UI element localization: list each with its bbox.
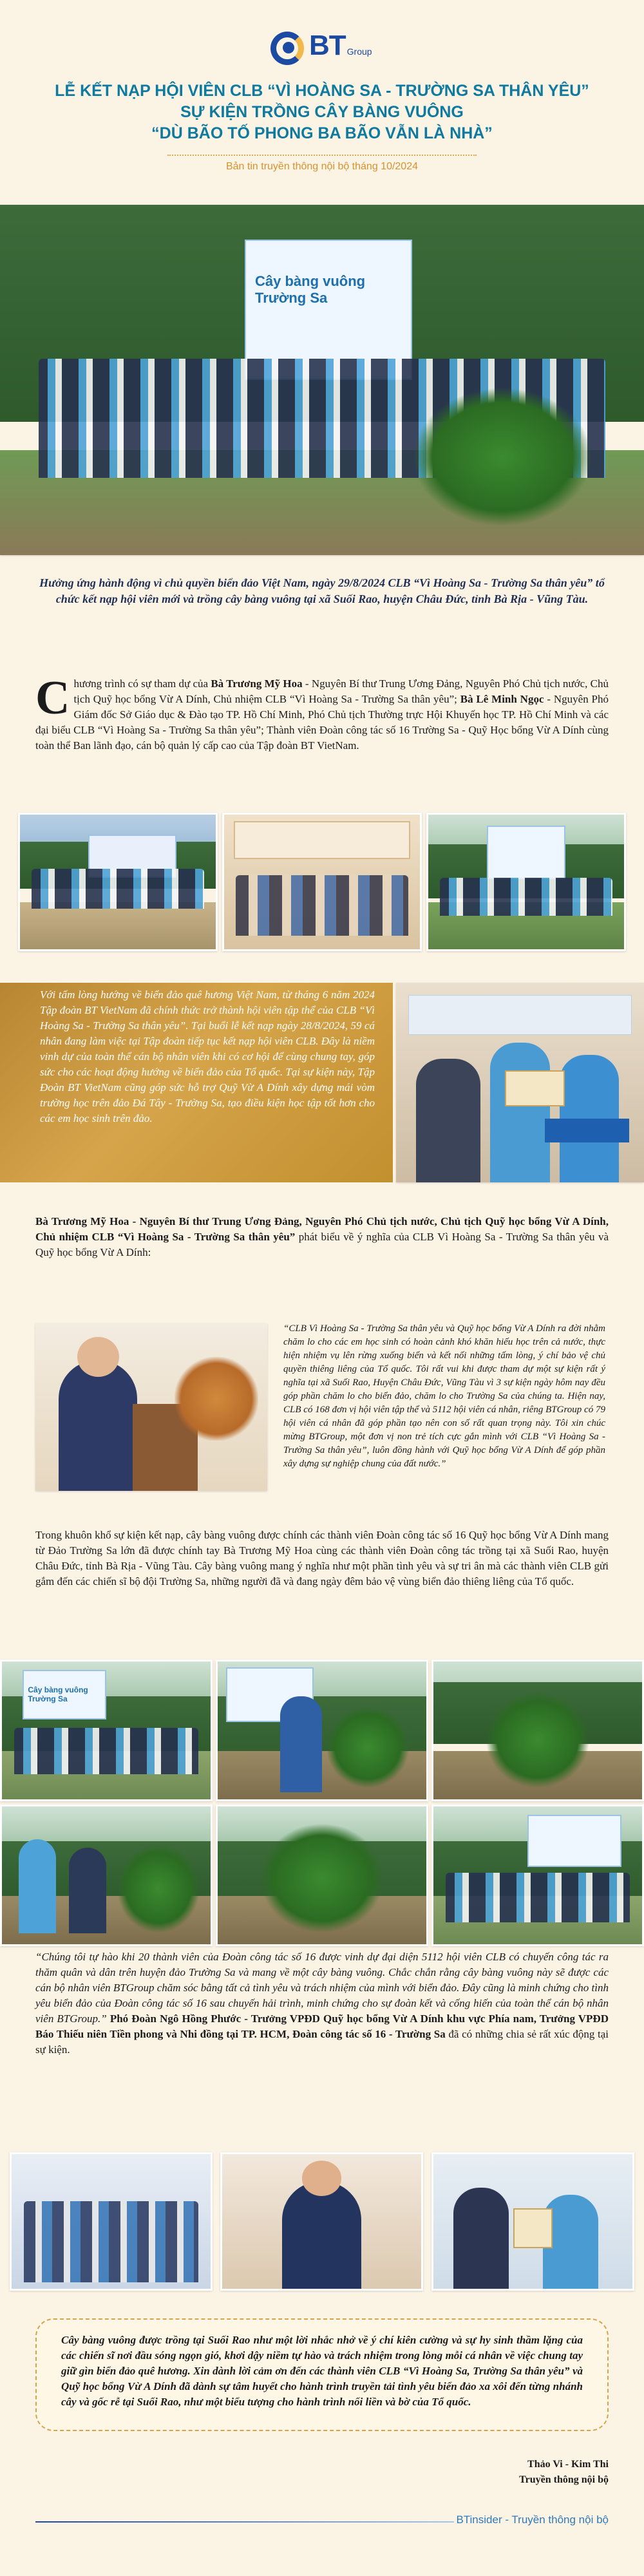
footer-divider bbox=[35, 2521, 454, 2523]
photo-row1-right bbox=[426, 813, 626, 951]
title-divider bbox=[167, 155, 477, 156]
photo-row3-left bbox=[10, 2152, 213, 2291]
page-title bbox=[39, 80, 605, 144]
photo-grid-3 bbox=[431, 1660, 644, 1801]
guest-name-2: Bà Lê Minh Ngọc bbox=[460, 693, 544, 705]
brand-logo bbox=[270, 26, 374, 71]
photo-row1-left bbox=[18, 813, 218, 951]
photo-speaker bbox=[35, 1323, 267, 1491]
signature-team: Truyền thông nội bộ bbox=[519, 2474, 609, 2485]
hero-group-photo bbox=[0, 205, 644, 555]
newsletter-subhead: Bản tin truyền thông nội bộ tháng 10/2024 bbox=[225, 161, 418, 172]
photo-row3-middle bbox=[220, 2152, 423, 2291]
footer-label: BTinsider - Truyền thông nội bộ bbox=[456, 2514, 609, 2526]
logo-sub: Group bbox=[346, 46, 372, 57]
logo-mark-icon bbox=[270, 29, 309, 68]
photo-award-ceremony bbox=[396, 983, 644, 1182]
grid-banner-label: Cây bàng vuông Trường Sa bbox=[28, 1685, 88, 1703]
tree-planting-paragraph: Trong khuôn khổ sự kiện kết nạp, cây bàng vuông được chính các thành viên Đoàn công tác số 16 Quỹ học bổng Vừ A Dính mang từ Đảo Trường Sa lớn đã được chính tay Bà Trương Mỹ Hoa cùng các thành viên Đoàn công tác trồng tại xã Suối Rao, huyện Châu Đức, tỉnh Bà Rịa - Vũng Tàu. Cây bàng vuông mang ý nghĩa như một phần tình yêu và sự tri ân mà các thành viên CLB gửi gắm đến các chiến sĩ bộ đội Trường Sa, những người đã và đang ngày đêm bảo vệ vùng biển đảo thiêng liêng của Tổ quốc. bbox=[35, 1529, 609, 1587]
title-line-1: LỄ KẾT NẠP HỘI VIÊN CLB “VÌ HOÀNG SA - TRƯỜNG SA THÂN YÊU” bbox=[55, 82, 589, 100]
speech-intro-paragraph: Bà Trương Mỹ Hoa - Nguyên Bí thư Trung Ương Đảng, Nguyên Phó Chủ tịch nước, Chủ tịch Quỹ học bổng Vừ A Dính, Chủ nhiệm CLB “Vì Hoàng Sa - Trường Sa thân yêu” phát biểu về ý nghĩa của CLB Vì Hoàng Sa - Trường Sa thân yêu và Quỹ học bổng Vừ A Dính: bbox=[35, 1215, 609, 1258]
photo-row1-middle bbox=[222, 813, 422, 951]
photo-grid-2 bbox=[216, 1660, 428, 1801]
title-line-2: SỰ KIỆN TRỒNG CÂY BÀNG VUÔNG bbox=[180, 103, 464, 121]
signature bbox=[519, 2457, 609, 2488]
closing-note: Cây bàng vuông được trồng tại Suối Rao như một lời nhắc nhở về ý chí kiên cường và sự hy sinh thầm lặng của các chiến sĩ nơi đầu sóng ngọn gió, khơi dậy niềm tự hào và trách nhiệm trong lòng mỗi cá nhân về việc chung tay giữ gìn biển đảo quê hương. Xin dành lời cảm ơn đến các thành viên CLB “Vì Hoàng Sa, Trường Sa thân yêu” và Quỹ học bổng Vừ A Dính đã dành sự tâm huyết cho hành trình truyền tải tình yêu biển đảo xa xôi đến từng nhánh cây và gốc rễ tại Suối Rao, như một biểu tượng cho hành trình nối liền và bờ của Tổ quốc. bbox=[35, 2318, 609, 2431]
logo-text: BT bbox=[309, 29, 346, 61]
highlight-text: Với tấm lòng hướng về biển đảo quê hương Việt Nam, từ tháng 6 năm 2024 Tập đoàn BT VietNam đã chính thức trở thành hội viên tập thể của CLB “Vì Hoàng Sa - Trường Sa thân yêu”. Tại buổi lễ kết nạp ngày 28/8/2024, 59 cá nhân đang làm việc tại Tập đoàn tiếp tục kết nạp hội viên CLB. Đây là niềm vinh dự của toàn thể cán bộ nhân viên khi có cơ hội để cùng chung tay, góp sức cho các hoạt động hướng về biển đảo của Tổ quốc. Tại sự kiện này, Tập Đoàn BT VietNam cũng góp sức hỗ trợ Quỹ Vừ A Dính xây dựng mái vòm trường học trên đảo Đá Tây - Trường Sa, tạo điều kiện học tập tốt hơn cho các em học sinh trên đảo. bbox=[40, 989, 375, 1124]
photo-grid-6 bbox=[431, 1804, 644, 1946]
signature-authors: Thảo Vi - Kim Thi bbox=[527, 2459, 609, 2470]
title-line-3: “DÙ BÃO TỐ PHONG BA BÃO VẪN LÀ NHÀ” bbox=[151, 124, 493, 142]
photo-grid-1 bbox=[0, 1660, 213, 1801]
photo-grid-4 bbox=[0, 1804, 213, 1946]
photo-grid-5 bbox=[216, 1804, 428, 1946]
banner-title: Cây bàng vuông Trường Sa bbox=[255, 273, 366, 307]
drop-cap: C bbox=[35, 672, 70, 724]
delegation-speaker: Phó Đoàn Ngô Hồng Phước - Trưởng VPĐD Quỹ học bổng Vừ A Dính khu vực Phía nam, Trưởng VPĐD Báo Thiếu niên Tiền phong và Nhi đồng tại TP. HCM, Đoàn công tác số 16 - Trường Sa bbox=[35, 2012, 609, 2040]
speaker-quote: “CLB Vì Hoàng Sa - Trường Sa thân yêu và Quỹ học bổng Vừ A Dính ra đời nhằm chăm lo cho các em học sinh có hoàn cảnh khó khăn hiếu học trên cả nước, thực hiện nhiệm vụ lên rừng xuống biển và kết nối những tấm lòng, ý chí bảo vệ chủ quyền thiêng liêng của Tổ quốc. Tôi rất vui khi được tham dự một sự kiện rất ý nghĩa tại xã Suối Rao, Huyện Châu Đức, Vũng Tàu vì 3 sự kiện ngày hôm nay đều góp phần chăm lo cho biển đảo, chăm lo cho Trường Sa của chúng ta. Hiện nay, CLB có 168 đơn vị hội viên tập thể và 5112 hội viên cá nhân, riêng BTGroup có 79 hội viên cá nhân đã góp phần tạo nên con số rất quan trọng này. Tôi xin chúc mừng BTGroup, một đơn vị non trẻ tích cực gắn mình với CLB “Vì Hoàng Sa - Trường Sa thân yêu”, luôn đồng hành với Quỹ học bổng Vừ A Dính để góp phần xây dựng sự nghiệp chung của đất nước.” bbox=[283, 1323, 605, 1469]
lead-paragraph: Hưởng ứng hành động vì chủ quyền biển đảo Việt Nam, ngày 29/8/2024 CLB “Vì Hoàng Sa - Trường Sa thân yêu” tổ chức kết nạp hội viên mới và trồng cây bàng vuông tại xã Suối Rao, huyện Châu Đức, tỉnh Bà Rịa - Vũng Tàu. bbox=[39, 576, 605, 605]
photo-row3-right bbox=[431, 2152, 634, 2291]
delegation-quote-paragraph: “Chúng tôi tự hào khi 20 thành viên của Đoàn công tác số 16 được vinh dự đại diện 5112 hội viên CLB có chuyến công tác ra thăm quân và dân trên huyện đảo Trường Sa và mang về một cây bàng vuông. Chắc chắn rằng cây bàng vuông này sẽ được các cán bộ nhân viên BTGroup chăm sóc bằng tất cả tình yêu và trách nhiệm của mình với biển đảo. Đây cũng là minh chứng cho tình yêu biển đảo của Đoàn công tác số 16 sau chuyến hải trình, minh chứng cho sự đoàn kết và cống hiến của toàn thể cán bộ nhân viên BTGroup.” Phó Đoàn Ngô Hồng Phước - Trưởng VPĐD Quỹ học bổng Vừ A Dính khu vực Phía nam, Trưởng VPĐD Báo Thiếu niên Tiền phong và Nhi đồng tại TP. HCM, Đoàn công tác số 16 - Trường Sa đã có những chia sẻ rất xúc động tại sự kiện. bbox=[35, 1951, 609, 2056]
guest-name-1: Bà Trương Mỹ Hoa bbox=[211, 677, 303, 690]
intro-paragraph: Chương trình có sự tham dự của Bà Trương Mỹ Hoa - Nguyên Bí thư Trung Ương Đảng, Nguyên Phó Chủ tịch nước, Chủ tịch Quỹ học bổng Vừ A Dính, Chủ nhiệm CLB “Vì Hoàng Sa - Trường Sa thân yêu”; Bà Lê Minh Ngọc - Nguyên Phó Giám đốc Sở Giáo dục & Đào tạo TP. Hồ Chí Minh, Phó Chủ tịch Thường trực Hội Khuyến học TP. Hồ Chí Minh và các đại biểu CLB “Vì Hoàng Sa - Trường Sa thân yêu”; Thành viên Đoàn công tác số 16 Trường Sa - Quỹ Học bổng Vừ A Dính cùng toàn thể Ban lãnh đạo, cán bộ quản lý cấp cao của Tập đoàn BT VietNam. bbox=[35, 672, 609, 752]
speaker-title: Bà Trương Mỹ Hoa - Nguyên Bí thư Trung Ương Đảng, Nguyên Phó Chủ tịch nước, Chủ tịch Quỹ học bổng Vừ A Dính, Chủ nhiệm CLB “Vì Hoàng Sa - Trường Sa thân yêu” bbox=[35, 1215, 609, 1243]
